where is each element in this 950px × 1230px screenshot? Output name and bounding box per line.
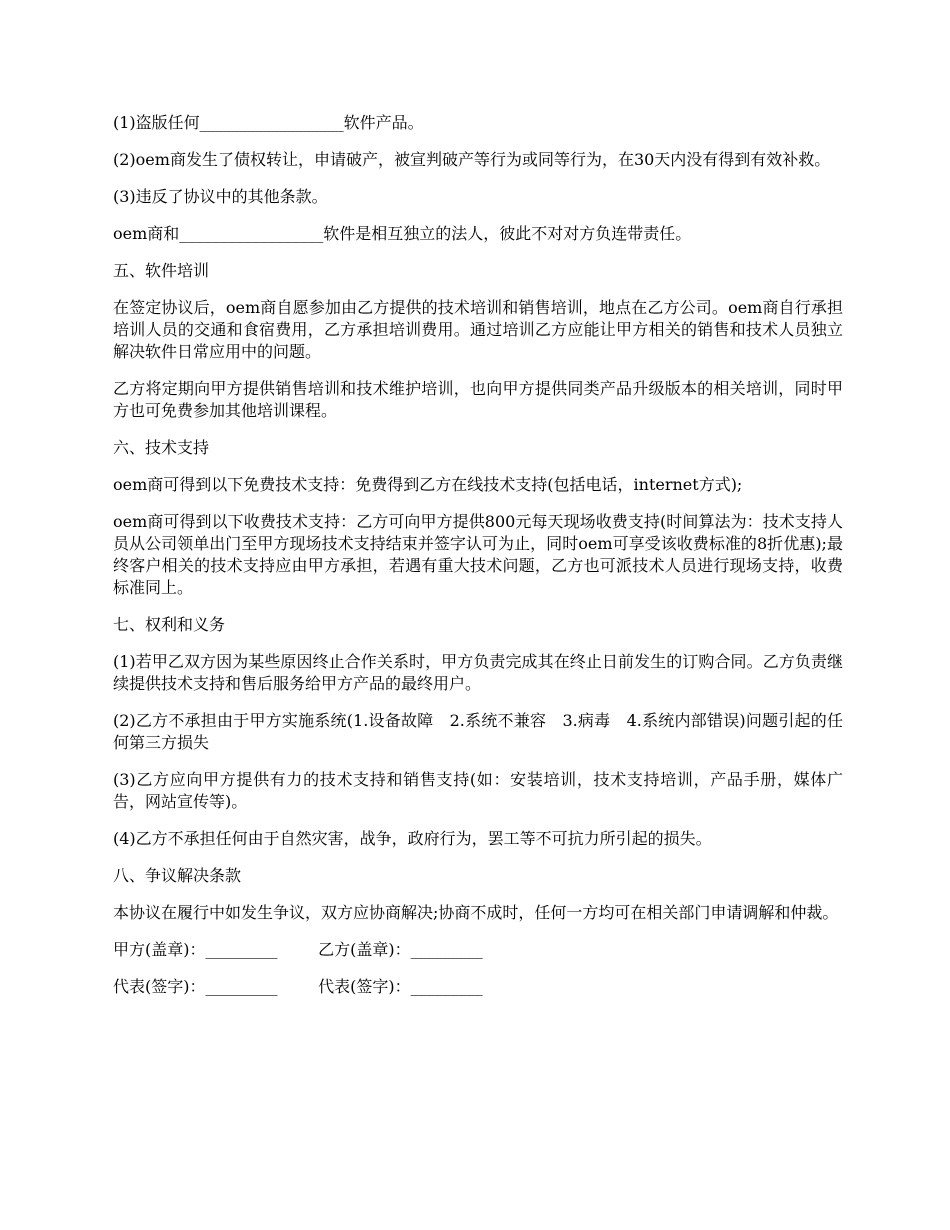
clause-piracy: (1)盗版任何__________________软件产品。: [113, 113, 424, 132]
dispute-paragraph: 本协议在履行中如发生争议，双方应协商解决;协商不成时，任何一方均可在相关部门申请调解和仲裁。: [113, 903, 839, 922]
rights-clause-1: (1)若甲乙双方因为某些原因终止合作关系时，甲方负责完成其在终止日前发生的订购合同。乙方负责继续提供技术支持和售后服务给甲方产品的最终用户。: [113, 652, 843, 693]
section-heading-training: 五、软件培训: [113, 261, 210, 280]
support-paid-paragraph: oem商可得到以下收费技术支持：乙方可向甲方提供800元每天现场收费支持(时间算法为：技术支持人员从公司领单出门至甲方现场技术支持结束并签字认可为止，同时oem可享受该收费标准的8折优惠);最终客户相关的技术支持应由甲方承担，若遇有重大技术问题，乙方也可派技术人员进行现场支持，收费标准同上。: [113, 512, 843, 597]
clause-bankruptcy: (2)oem商发生了债权转让，申请破产，被宣判破产等行为或同等行为，在30天内没有得到有效补救。: [113, 150, 831, 169]
training-paragraph-2: 乙方将定期向甲方提供销售培训和技术维护培训，也向甲方提供同类产品升级版本的相关培训，同时甲方也可免费参加其他培训课程。: [113, 379, 843, 420]
training-paragraph-1: 在签定协议后，oem商自愿参加由乙方提供的技术培训和销售培训，地点在乙方公司。oem商自行承担培训人员的交通和食宿费用，乙方承担培训费用。通过培训乙方应能让甲方相关的销售和技术人员独立解决软件日常应用中的问题。: [113, 298, 843, 361]
document-page: [113, 112, 843, 1013]
support-free-paragraph: oem商可得到以下免费技术支持：免费得到乙方在线技术支持(包括电话，internet方式);: [113, 475, 743, 494]
section-heading-rights: 七、权利和义务: [113, 615, 226, 634]
section-heading-dispute: 八、争议解决条款: [113, 866, 242, 885]
signature-row-representative: 代表(签字)：_________ 代表(签字)：_________: [113, 977, 483, 996]
section-heading-tech-support: 六、技术支持: [113, 438, 210, 457]
clause-violation: (3)违反了协议中的其他条款。: [113, 187, 328, 206]
clause-independent-entities: oem商和__________________软件是相互独立的法人，彼此不对对方负连带责任。: [113, 224, 692, 243]
rights-clause-2: (2)乙方不承担由于甲方实施系统(1.设备故障 2.系统不兼容 3.病毒 4.系统内部错误)问题引起的任何第三方损失: [113, 711, 843, 752]
rights-clause-4: (4)乙方不承担任何由于自然灾害，战争，政府行为，罢工等不可抗力所引起的损失。: [113, 829, 712, 848]
signature-row-seal: 甲方(盖章)：_________ 乙方(盖章)：_________: [113, 940, 483, 959]
rights-clause-3: (3)乙方应向甲方提供有力的技术支持和销售支持(如：安装培训，技术支持培训，产品手册，媒体广告，网站宣传等)。: [113, 770, 843, 811]
